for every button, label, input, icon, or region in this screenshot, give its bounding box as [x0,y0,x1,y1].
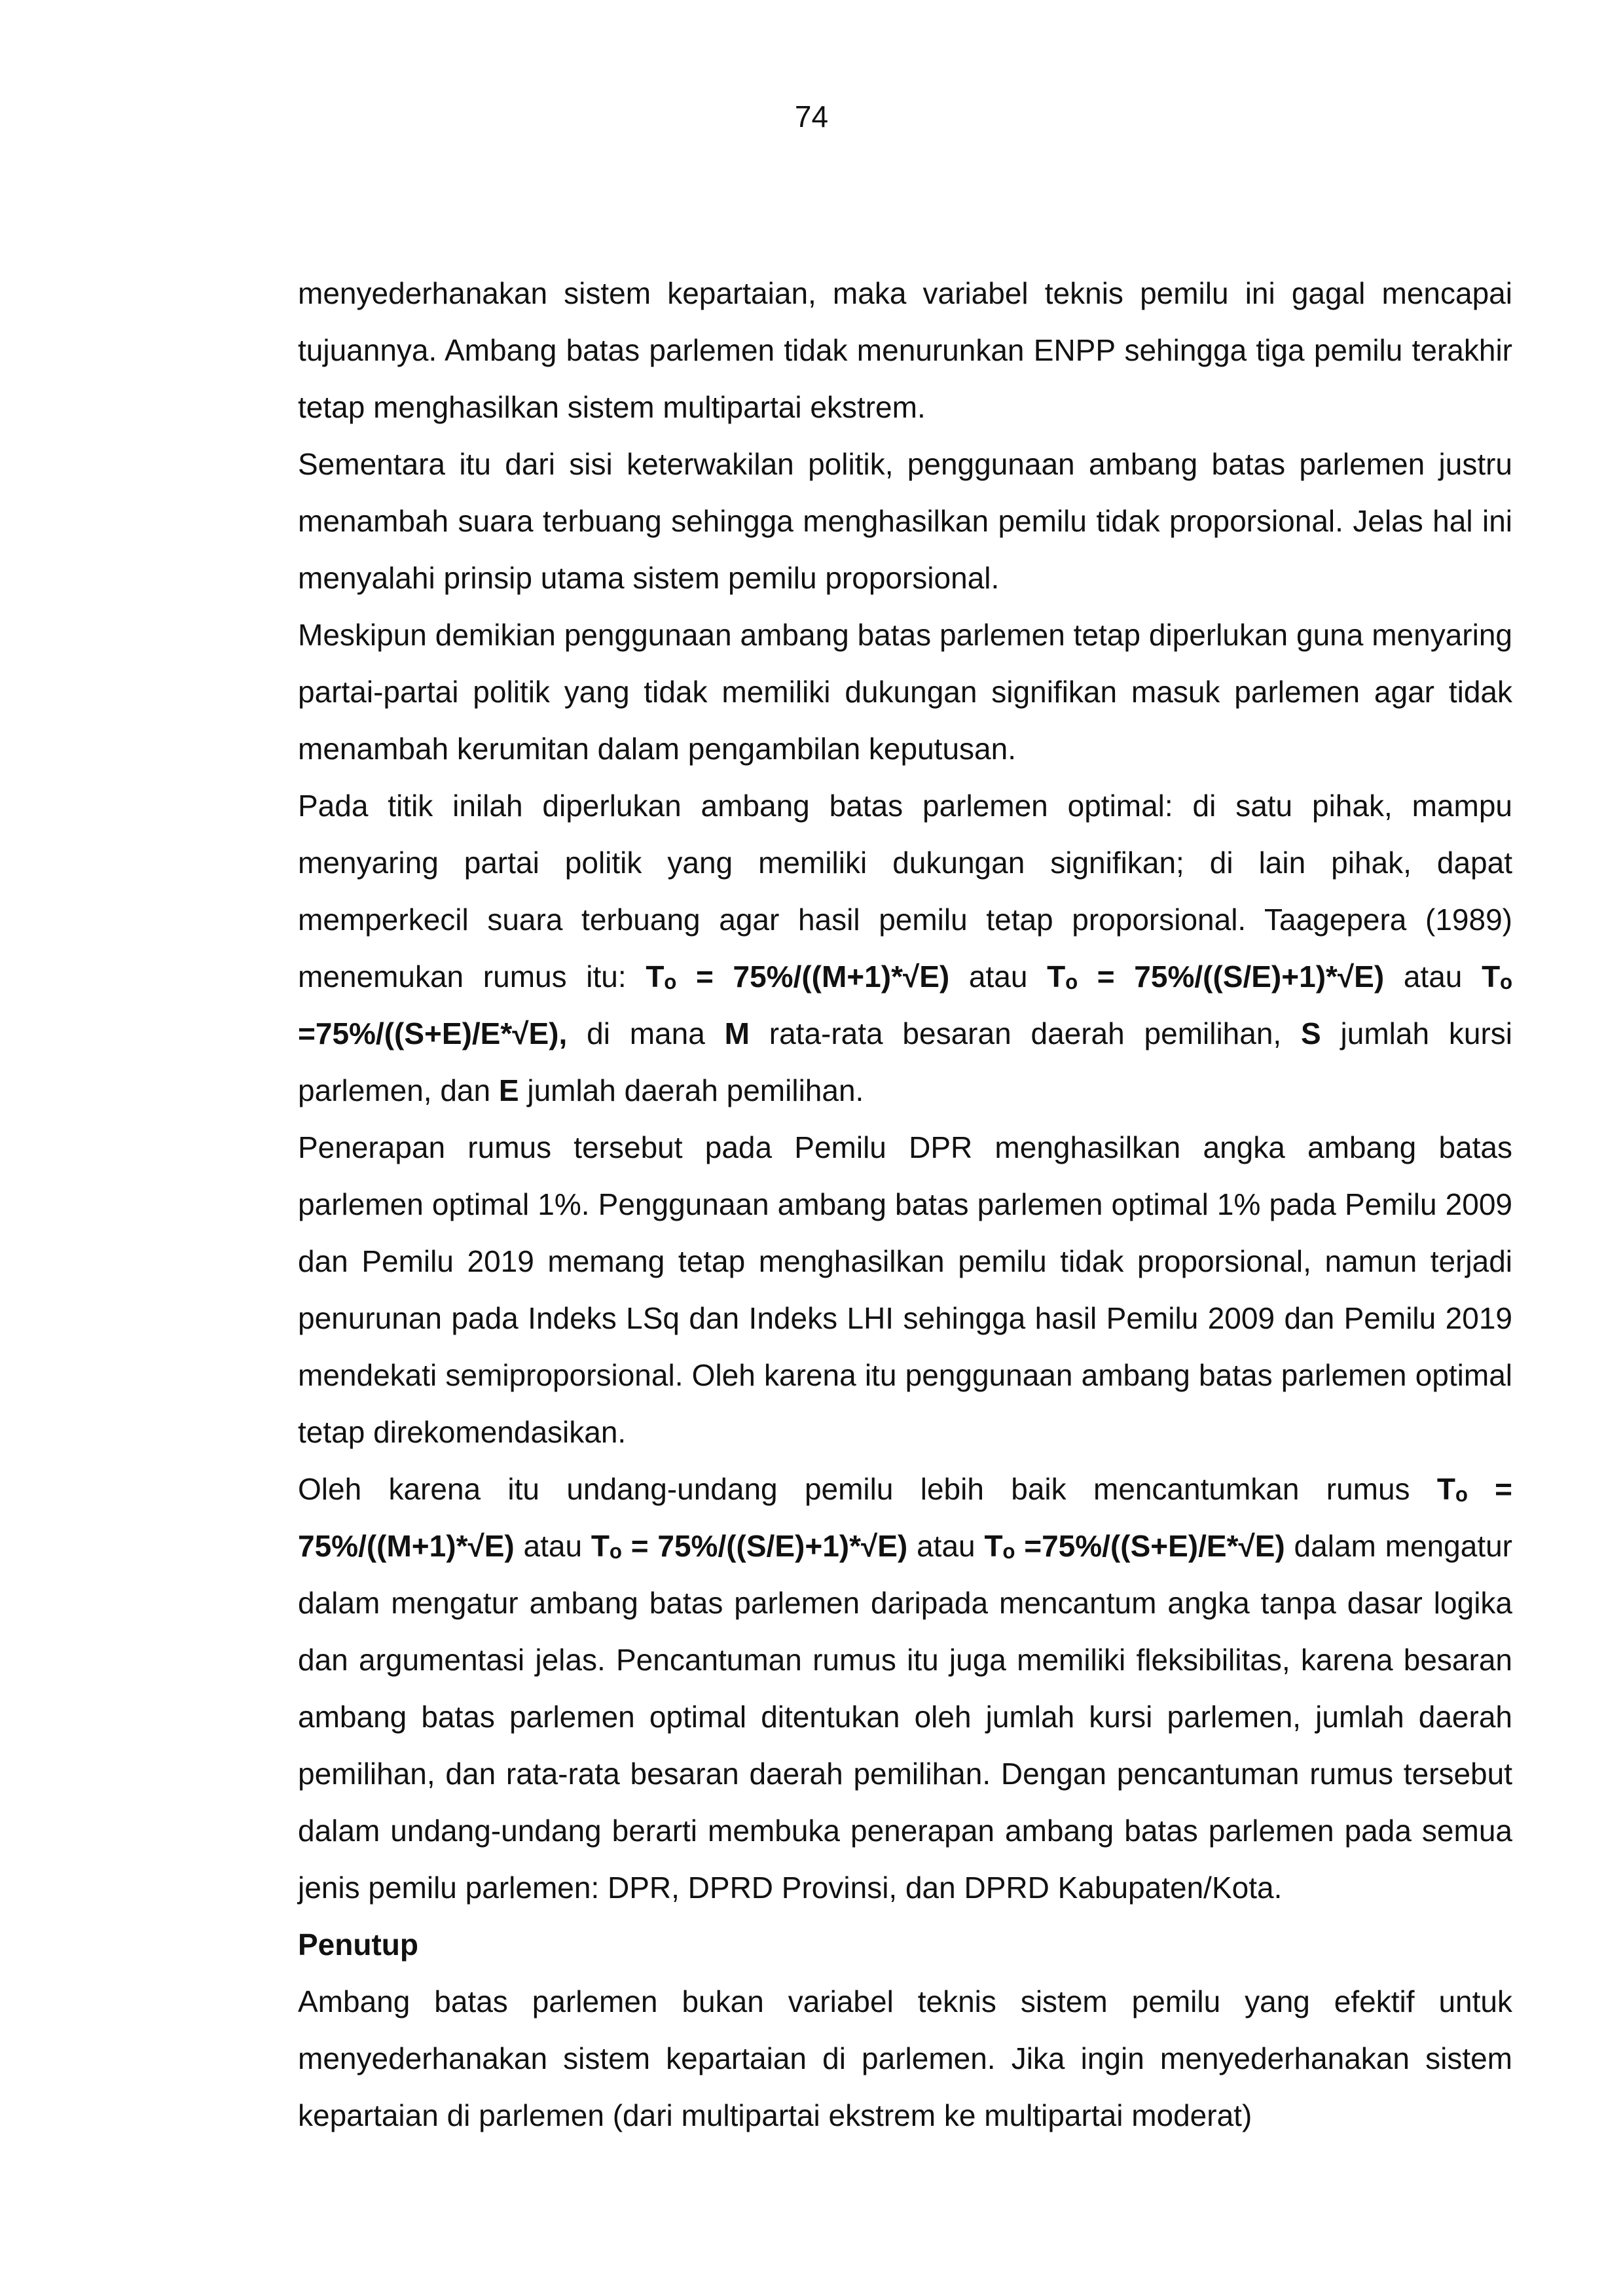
text-run: jumlah daerah pemilihan. [519,1073,864,1107]
variable-s: S [1301,1016,1321,1050]
text-run: atau [514,1529,591,1563]
text-run: di mana [567,1016,725,1050]
paragraph-conclusion-simplification: menyederhanakan sistem kepartaian, maka variabel teknis pemilu ini gagal mencapai tujuannya. Ambang batas parlemen tidak menurunkan ENPP sehingga tiga pemilu terakhir tetap menghasilkan sistem multipartai ekstrem. [298,276,1512,424]
paragraph-representation: Sementara itu dari sisi keterwakilan politik, penggunaan ambang batas parlemen justru menambah suara terbuang sehingga menghasilkan pemilu tidak proporsional. Jelas hal ini menyalahi prinsip utama sistem pemilu proporsional. [298,447,1512,595]
body-text [298,265,1512,2144]
text-run: jumlah kursi parlemen, dan [298,1016,1512,1107]
text-run: rata-rata besaran daerah pemilihan, [749,1016,1302,1050]
text-run: dalam mengatur dalam mengatur ambang batas parlemen daripada mencantum angka tanpa dasar logika dan argumentasi jelas. Pencantuman rumus itu juga memiliki fleksibilitas, karena besaran ambang batas parlemen optimal ditentukan oleh jumlah kursi parlemen, jumlah daerah pemilihan, dan rata-rata besaran daerah pemilihan. Dengan pencantuman rumus tersebut dalam undang-undang berarti membuka penerapan ambang batas parlemen pada semua jenis pemilu parlemen: DPR, DPRD Provinsi, dan DPRD Kabupaten/Kota. [298,1529,1513,1905]
text-run: atau [1384,960,1482,994]
paragraph-threshold-needed: Meskipun demikian penggunaan ambang batas parlemen tetap diperlukan guna menyaring partai-partai politik yang tidak memiliki dukungan signifikan masuk parlemen agar tidak menambah kerumitan dalam pengambilan keputusan. [298,618,1512,766]
paragraph-recommendation [298,1461,1512,1916]
paragraph-application: Penerapan rumus tersebut pada Pemilu DPR menghasilkan angka ambang batas parlemen optimal 1%. Penggunaan ambang batas parlemen optimal 1% pada Pemilu 2009 dan Pemilu 2019 memang tetap menghasilkan pemilu tidak proporsional, namun terjadi penurunan pada Indeks LSq dan Indeks LHI sehingga hasil Pemilu 2009 dan Pemilu 2019 mendekati semiproporsional. Oleh karena itu penggunaan ambang batas parlemen optimal tetap direkomendasikan. [298,1130,1512,1449]
text-run: atau [907,1529,985,1563]
text-run: Oleh karena itu undang-undang pemilu lebih baik mencantumkan rumus [298,1472,1437,1506]
variable-e: E [498,1073,519,1107]
formula-3: Tₒ =75%/((S+E)/E*√E) [984,1529,1285,1563]
formula-3: Tₒ =75%/((S+E)/E*√E), [298,960,1513,1050]
formula-1: Tₒ = 75%/((M+1)*√E) [298,1472,1512,1563]
section-heading-penutup: Penutup [298,1928,418,1962]
formula-2: Tₒ = 75%/((S/E)+1)*√E) [1047,960,1385,994]
formula-2: Tₒ = 75%/((S/E)+1)*√E) [591,1529,908,1563]
page-number: 74 [794,99,829,134]
text-run: atau [949,960,1048,994]
text-run: Pada titik inilah diperlukan ambang batas parlemen optimal: di satu pihak, mampu menyaring partai politik yang memiliki dukungan signifikan; di lain pihak, dapat memperkecil suara terbuang agar hasil pemilu tetap proporsional. Taagepera (1989) menemukan rumus itu: [298,789,1512,994]
variable-m: M [724,1016,750,1050]
paragraph-closing: Ambang batas parlemen bukan variabel teknis sistem pemilu yang efektif untuk menyederhanakan sistem kepartaian di parlemen. Jika ingin menyederhanakan sistem kepartaian di parlemen (dari multipartai ekstrem ke multipartai moderat) [298,1984,1512,2132]
paragraph-optimal-threshold [298,778,1512,1119]
formula-1: Tₒ = 75%/((M+1)*√E) [646,960,950,994]
